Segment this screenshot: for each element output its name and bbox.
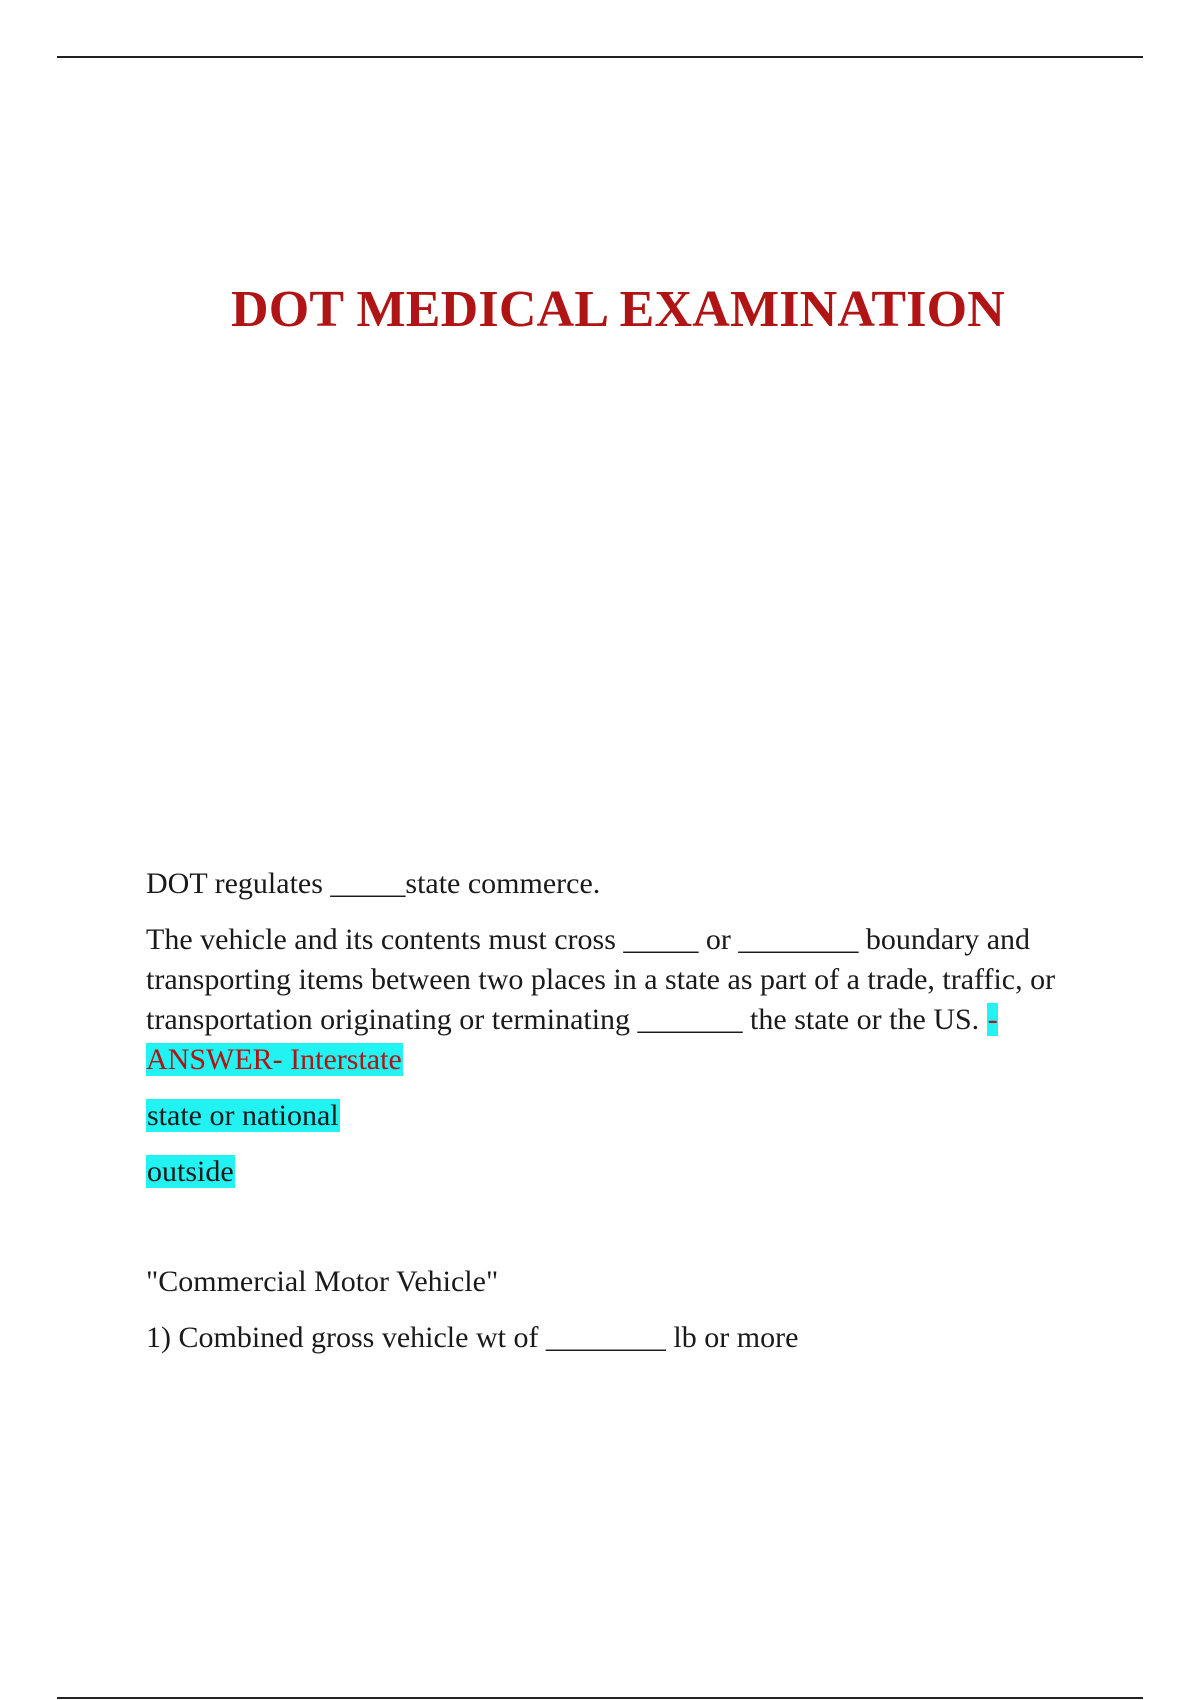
- question-2-heading: "Commercial Motor Vehicle": [146, 1265, 499, 1298]
- question-1-detail-text: The vehicle and its contents must cross _____ or ________ boundary and transporting items between two places in a state as part of a trade, traffic, or transportation originating or terminating _______ the state or the US.: [146, 923, 1056, 1036]
- answer-highlight-2: state or national: [147, 1099, 339, 1132]
- document-title: DOT MEDICAL EXAMINATION: [230, 281, 1006, 338]
- top-rule: [57, 56, 1143, 58]
- question-1-prompt: DOT regulates _____state commerce.: [146, 867, 601, 900]
- answer-highlight: - ANSWER- Interstate: [146, 1003, 998, 1076]
- paragraph-spacer: [146, 1208, 1081, 1262]
- question-2-item-1: 1) Combined gross vehicle wt of ________ lb or more: [146, 1321, 799, 1354]
- bottom-rule: [57, 1697, 1143, 1699]
- question-1-detail: [146, 920, 1081, 1080]
- answer-line-2: [146, 1096, 1081, 1136]
- document-body: [146, 864, 1081, 1374]
- answer-highlight-3: outside: [147, 1155, 234, 1188]
- answer-line-3: [146, 1152, 1081, 1192]
